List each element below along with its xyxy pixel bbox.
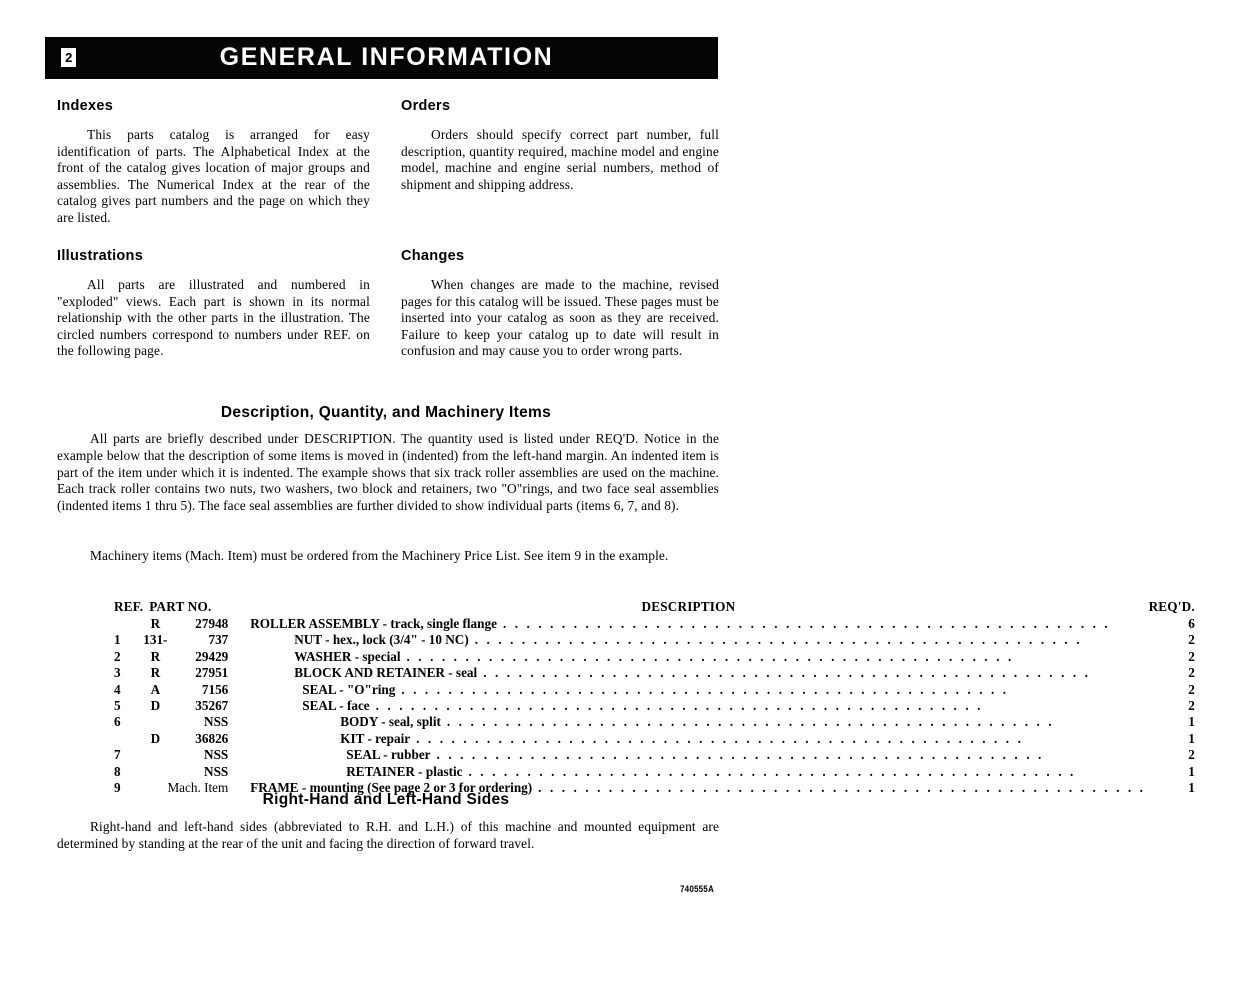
footer-document-code: 740555A	[680, 884, 714, 895]
cell-part-no: NSS	[204, 763, 229, 779]
cell-description	[228, 682, 1148, 698]
parts-example-table	[114, 598, 1195, 796]
cell-part-prefix	[143, 764, 167, 780]
cell-description	[228, 616, 1148, 632]
description-text: SEAL - "O"ring	[302, 681, 396, 697]
cell-ref: 2	[114, 648, 121, 664]
cell-description	[228, 665, 1148, 681]
leader-dots	[503, 616, 1146, 632]
cell-part-prefix: R	[150, 665, 161, 681]
cell-reqd: 2	[1188, 648, 1195, 664]
description-text: BLOCK AND RETAINER - seal	[294, 665, 478, 681]
cell-part-prefix: R	[150, 616, 161, 631]
section-body-illustrations: All parts are illustrated and numbered in "exploded" views. Each part is shown in its normal relationship with the other parts in the illustration. The circled numbers correspond to numbers under REF. on the following page.	[57, 277, 370, 359]
page-header-bar	[45, 37, 718, 79]
cell-part-no: NSS	[204, 714, 229, 730]
cell-part-no: NSS	[204, 747, 229, 763]
section-body-description-paragraph-1: All parts are briefly described under DESCRIPTION. The quantity used is listed under REQ'D. Notice in the example below that the description of some items is moved in (indented) from the left-hand margin. An indented item is part of the item under which it is indented. The example shows that six track roller assemblies are used on the machine. Each track roller contains two nuts, two washers, two block and retainers, two "O"rings, and two face seal assemblies (indented items 1 thru 5). The face seal assemblies are further divided to show individual parts (items 6, 7, and 8).	[57, 431, 719, 514]
section-heading-changes: Changes	[401, 248, 465, 264]
cell-part-no: 27951	[195, 665, 229, 681]
table-row	[114, 616, 1195, 632]
description-text: NUT - hex., lock (3/4" - 10 NC)	[294, 632, 469, 648]
cell-reqd: 2	[1188, 665, 1195, 681]
cell-description	[228, 764, 1148, 780]
table-row	[114, 714, 1195, 730]
cell-description	[228, 649, 1148, 665]
section-indexes	[57, 98, 370, 227]
column-header-description: DESCRIPTION	[641, 599, 736, 614]
leader-dots	[401, 682, 1197, 698]
description-text: KIT - repair	[340, 730, 411, 746]
cell-ref	[114, 731, 143, 747]
cell-reqd: 1	[1188, 730, 1195, 746]
cell-part-prefix: D	[150, 730, 161, 746]
cell-ref: 6	[114, 714, 121, 730]
cell-description	[228, 698, 1148, 714]
cell-reqd: 2	[1188, 632, 1195, 648]
leader-dots	[376, 698, 1198, 714]
cell-part-no: 27948	[195, 616, 229, 631]
cell-part-no: 29429	[195, 648, 229, 664]
cell-part-no: 35267	[195, 698, 229, 714]
description-text: FRAME - mounting (See page 2 or 3 for ordering)	[250, 780, 533, 796]
section-body-orders: Orders should specify correct part number, full description, quantity required, machine model and engine model, machine and engine serial numbers, method of shipment and shipping address.	[401, 127, 719, 192]
table-row	[114, 649, 1195, 665]
column-header-ref: REF.	[114, 599, 144, 614]
cell-reqd: 1	[1188, 714, 1195, 730]
leader-dots	[469, 764, 1242, 780]
table-row	[114, 731, 1195, 747]
cell-description	[228, 632, 1148, 648]
cell-reqd: 1	[1188, 763, 1195, 779]
cell-part-no: 737	[208, 632, 229, 648]
cell-ref: 1	[114, 632, 121, 648]
cell-reqd: 1	[1188, 780, 1195, 796]
leader-dots	[483, 665, 1189, 681]
table-row	[114, 698, 1195, 714]
section-body-right-left-hand: Right-hand and left-hand sides (abbreviated to R.H. and L.H.) of this machine and mounted equipment are determined by standing at the rear of the unit and facing the direction of forward travel.	[57, 819, 719, 851]
cell-ref: 8	[114, 763, 121, 779]
table-header-row	[114, 598, 1195, 616]
section-heading-indexes: Indexes	[57, 98, 114, 114]
leader-dots	[447, 714, 1236, 730]
table-row	[114, 665, 1195, 681]
cell-reqd: 2	[1188, 681, 1195, 697]
cell-part-prefix: R	[150, 648, 161, 664]
cell-ref: 3	[114, 665, 121, 681]
cell-part-prefix: A	[150, 681, 161, 697]
cell-part-prefix: D	[150, 698, 161, 714]
cell-ref: 5	[114, 698, 121, 714]
description-text: WASHER - special	[294, 648, 401, 664]
cell-part-prefix: 131-	[143, 632, 168, 648]
description-text: RETAINER - plastic	[346, 763, 463, 779]
table-row	[114, 747, 1195, 763]
section-changes	[401, 248, 719, 360]
description-text: BODY - seal, split	[340, 714, 441, 730]
page-number-badge: 2	[61, 48, 76, 67]
table-row	[114, 632, 1195, 648]
section-orders	[401, 98, 719, 193]
cell-ref	[114, 616, 143, 632]
leader-dots	[437, 747, 1242, 763]
table-row	[114, 682, 1195, 698]
leader-dots	[407, 649, 1190, 665]
section-body-description-paragraph-2: Machinery items (Mach. Item) must be ordered from the Machinery Price List. See item 9 in the example.	[90, 548, 669, 563]
cell-part-no: 7156	[201, 681, 229, 697]
cell-part-no: Mach. Item	[167, 780, 229, 796]
section-heading-right-left-hand: Right-Hand and Left-Hand Sides	[262, 791, 510, 808]
cell-part-prefix	[143, 747, 167, 763]
section-illustrations	[57, 248, 370, 360]
cell-part-prefix	[143, 714, 167, 730]
cell-reqd: 6	[1188, 616, 1195, 631]
description-text: SEAL - face	[302, 698, 370, 714]
column-header-reqd: REQ'D.	[1148, 599, 1195, 614]
cell-part-no: 36826	[195, 730, 229, 746]
leader-dots	[416, 731, 1235, 747]
cell-description	[228, 714, 1148, 730]
cell-reqd: 2	[1188, 698, 1195, 714]
column-header-part-no: PART NO.	[149, 599, 212, 614]
page-title: GENERAL INFORMATION	[219, 42, 554, 71]
cell-description	[228, 731, 1148, 747]
section-body-changes: When changes are made to the machine, revised pages for this catalog will be issued. These pages must be inserted into your catalog as soon as they are received. Failure to keep your catalog up to date will result in confusion and may cause you to order wrong parts.	[401, 277, 719, 359]
cell-ref: 9	[114, 780, 121, 796]
section-heading-illustrations: Illustrations	[57, 248, 144, 264]
leader-dots	[475, 632, 1190, 648]
section-body-indexes: This parts catalog is arranged for easy identification of parts. The Alphabetical Index at the front of the catalog gives location of major groups and assemblies. The Numerical Index at the rear of the catalog gives part numbers and the page on which they are listed.	[57, 127, 370, 225]
cell-description	[228, 747, 1148, 763]
description-text: ROLLER ASSEMBLY - track, single flange	[250, 616, 497, 631]
cell-ref: 4	[114, 681, 121, 697]
table-row	[114, 764, 1195, 780]
cell-ref: 7	[114, 747, 121, 763]
section-heading-description-quantity: Description, Quantity, and Machinery Items	[220, 404, 552, 421]
section-heading-orders: Orders	[401, 98, 451, 114]
cell-reqd: 2	[1188, 747, 1195, 763]
description-text: SEAL - rubber	[346, 747, 431, 763]
